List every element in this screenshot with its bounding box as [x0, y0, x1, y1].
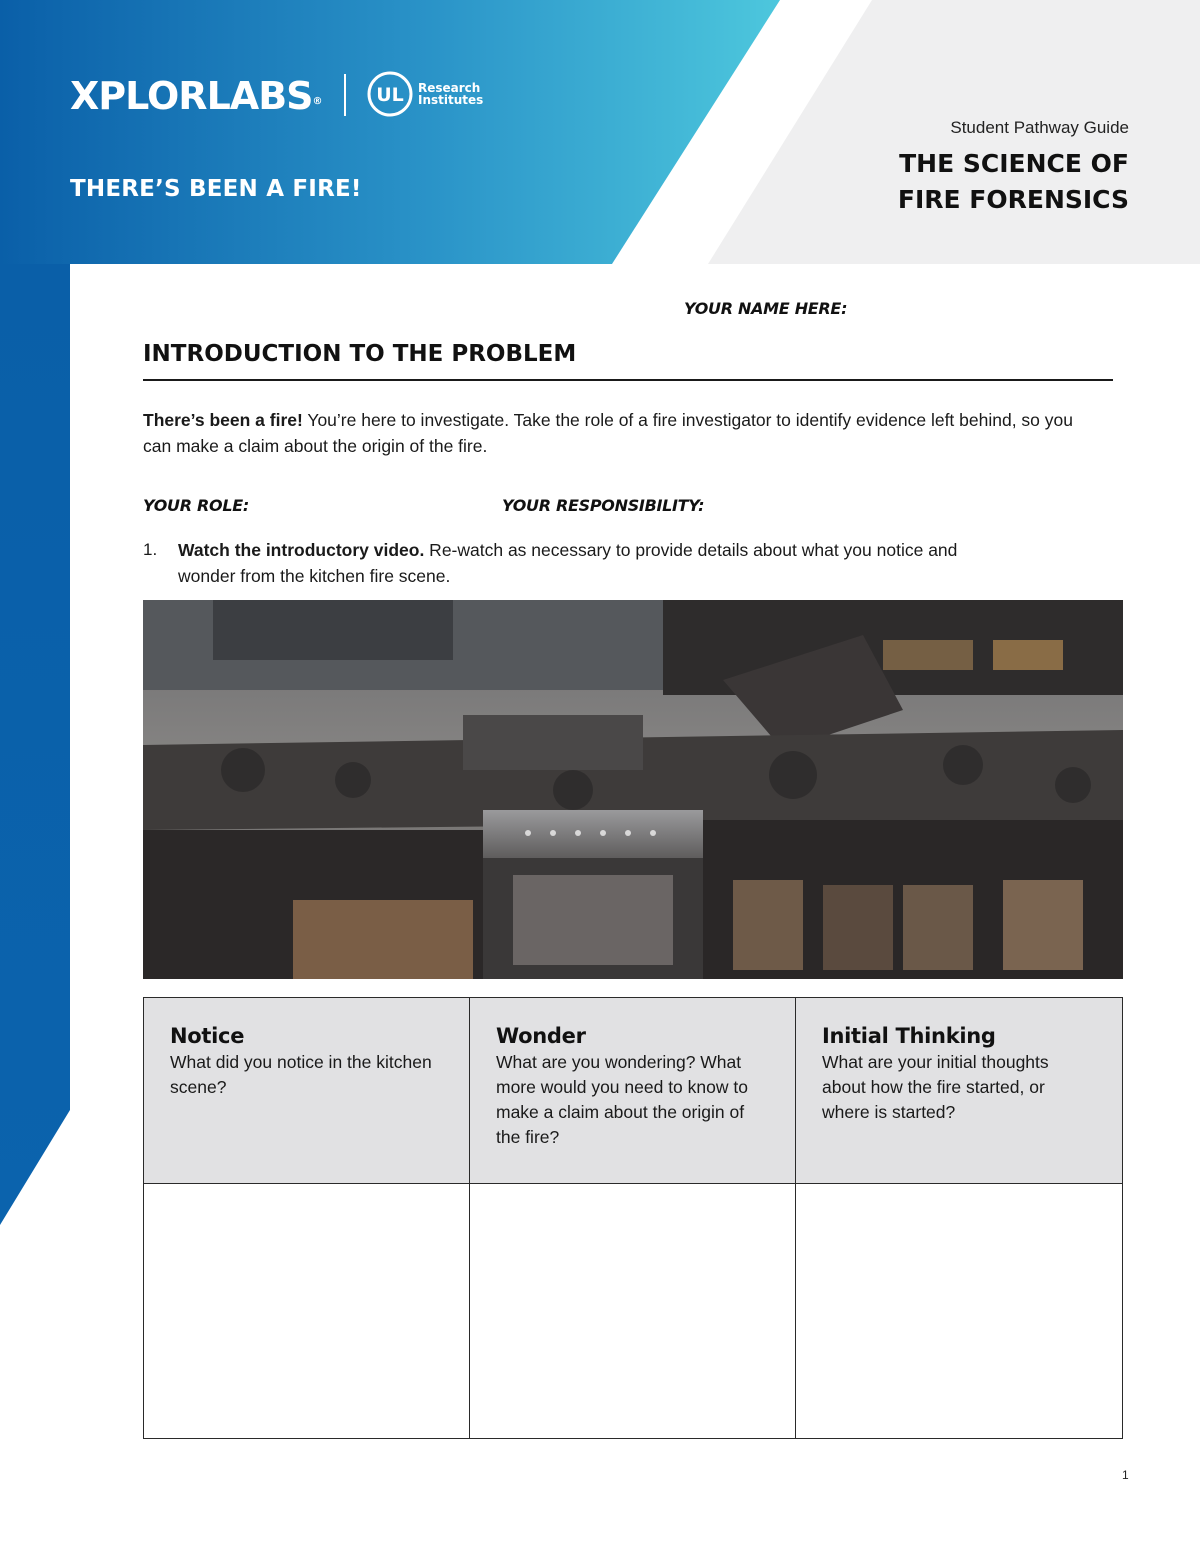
initial-thinking-header-cell	[796, 998, 1122, 1184]
column-title: Initial Thinking	[822, 1024, 996, 1048]
column-description: What did you notice in the kitchen scene?	[170, 1052, 432, 1097]
page-number: 1	[1122, 1468, 1129, 1482]
step-number: 1.	[143, 540, 158, 559]
research-institutes-label: Research Institutes	[418, 81, 484, 107]
wonder-answer-area[interactable]	[470, 1184, 796, 1438]
step-text: Watch the introductory video. Re-watch as necessary to provide details about what you notice and wonder from the kitchen fire scene.	[178, 540, 958, 586]
column-description: What are your initial thoughts about how the fire started, or where is started?	[822, 1052, 1049, 1122]
your-name-label: YOUR NAME HERE:	[684, 299, 848, 318]
blue-header-banner	[0, 0, 780, 264]
column-title: Notice	[170, 1024, 245, 1048]
column-title: Wonder	[496, 1024, 586, 1048]
wonder-header-cell	[470, 998, 796, 1184]
notice-answer-area[interactable]	[144, 1184, 470, 1438]
notice-wonder-table	[143, 997, 1123, 1439]
intro-paragraph: There’s been a fire! You’re here to investigate. Take the role of a fire investigator to identify evidence left behind, so you can make a claim about the origin of the fire.	[143, 410, 1073, 456]
xplorlabs-logo: XPLORLABS®	[70, 74, 322, 118]
notice-header-cell	[144, 998, 470, 1184]
logo-divider	[344, 74, 346, 116]
ul-logo-icon	[366, 70, 414, 118]
guide-label: Student Pathway Guide	[950, 118, 1129, 137]
guide-title: THE SCIENCE OF FIRE FORENSICS	[897, 149, 1129, 214]
your-responsibility-label: YOUR RESPONSIBILITY:	[502, 496, 705, 515]
column-description: What are you wondering? What more would you need to know to make a claim about the origin of the fire?	[496, 1052, 748, 1147]
initial-thinking-answer-area[interactable]	[796, 1184, 1122, 1438]
blue-side-strip	[0, 264, 70, 1225]
section-title: INTRODUCTION TO THE PROBLEM	[143, 341, 577, 367]
banner-title: THERE’S BEEN A FIRE!	[70, 176, 362, 202]
your-role-label: YOUR ROLE:	[143, 496, 249, 515]
kitchen-fire-photo	[143, 600, 1123, 979]
ul-mark-text: UL	[376, 84, 404, 106]
section-divider	[143, 379, 1113, 381]
